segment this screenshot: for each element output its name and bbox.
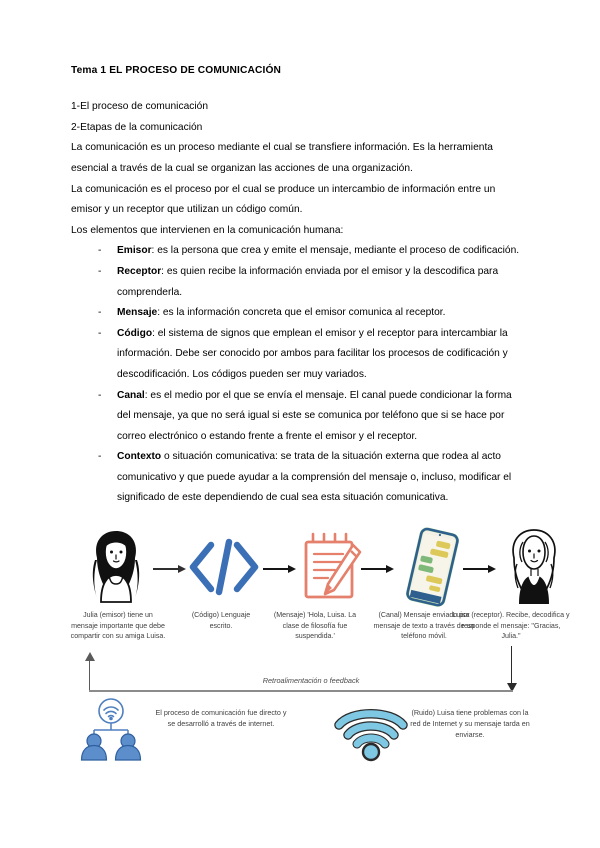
diagram-footnotes-row — [71, 698, 531, 768]
feedback-label: Retroalimentación o feedback — [262, 676, 360, 685]
element-term: Canal — [117, 389, 145, 401]
arrow-canal-to-receptor — [463, 564, 497, 574]
caption-receptor: Luisa (receptor). Recibe, decodifica y responde el mensaje: "Gracias, Julia." — [452, 611, 570, 641]
element-term: Contexto — [117, 451, 162, 463]
diagram-node-canal — [393, 528, 471, 606]
page-title: Tema 1 EL PROCESO DE COMUNICACIÓN — [71, 65, 282, 76]
network-users-icon — [79, 698, 143, 760]
diagram-node-codigo — [185, 528, 263, 606]
arrow-emisor-to-codigo — [153, 564, 187, 574]
element-definition: es la información concreta que el emisor comunica al receptor. — [162, 307, 446, 319]
list-item — [71, 262, 523, 303]
intro-paragraph-1: La comunicación es un proceso mediante el cual se transfiere información. Es la herramienta esencial a través de la cual se organizan las acciones de una organización. — [71, 142, 493, 174]
bullet-marker: - — [98, 327, 102, 339]
element-definition: es el medio por el que se envía el mensaje. El canal puede condicionar la forma del mensaje, ya que no será igual si este se comunica por teléfono que si se hace por correo electrónico o estando frente a frente el emisor y el receptor. — [117, 389, 512, 442]
wifi-signal-icon — [333, 702, 409, 760]
footnote-text-noise: (Ruido) Luisa tiene problemas con la red de Internet y su mensaje tarda en enviarse. — [410, 708, 530, 739]
element-definition: o situación comunicativa: se trata de la situación externa que rodea al acto comunicativo y que puede ayudar a la comprensión del mensaje o, incluso, modificar el significado de este dependiendo de cual sea esta situación comunicativa. — [117, 451, 512, 504]
element-separator: : — [161, 265, 167, 277]
bullet-marker: - — [98, 389, 102, 401]
element-separator: : — [151, 245, 158, 257]
diagram-node-emisor — [77, 528, 155, 606]
intro-paragraph-2: La comunicación es el proceso por el cual se produce un intercambio de información entre un emisor y un receptor que utilizan un código común. — [71, 183, 496, 216]
woman-curly-hair-icon — [501, 528, 567, 606]
communication-process-diagram — [70, 528, 570, 768]
diagram-node-receptor — [495, 528, 573, 606]
bullet-marker: - — [98, 451, 102, 463]
caption-emisor: Julia (emisor) tiene un mensaje importante que debe compartir con su amiga Luisa. — [70, 611, 166, 641]
element-separator: : — [157, 307, 163, 319]
list-item — [71, 241, 523, 262]
list-item — [71, 324, 523, 386]
element-term: Mensaje — [117, 307, 158, 319]
list-item — [71, 303, 523, 324]
arrow-codigo-to-mensaje — [263, 564, 297, 574]
document-body — [71, 66, 523, 509]
feedback-arrow-up-head — [84, 652, 96, 662]
diagram-node-mensaje — [293, 528, 371, 606]
element-term: Código — [117, 327, 153, 339]
list-item — [71, 386, 523, 448]
elements-lead-in: Los elementos que intervienen en la comunicación humana: — [71, 224, 344, 236]
bullet-marker: - — [98, 307, 102, 319]
communication-elements-list — [71, 241, 523, 509]
title-spacer — [71, 76, 523, 97]
code-brackets-icon — [188, 536, 260, 598]
footnote-text-network: El proceso de comunicación fue directo y se desarrolló a través de internet. — [155, 708, 287, 728]
outline-item-2: 2-Etapas de la comunicación — [71, 121, 203, 133]
element-definition: es la persona que crea y emite el mensaje, mediante el proceso de codificación. — [157, 245, 520, 257]
element-term: Emisor — [117, 245, 152, 257]
caption-mensaje: (Mensaje) 'Hola, Luisa. La clase de filosofía fue suspendida.' — [273, 611, 357, 641]
bullet-marker: - — [98, 265, 102, 277]
caption-codigo: (Código) Lenguaje escrito. — [191, 611, 251, 630]
element-separator: : — [152, 327, 158, 339]
element-term: Receptor — [117, 265, 162, 277]
outline-item-1: 1-El proceso de comunicación — [71, 101, 209, 113]
diagram-flow-row — [71, 528, 531, 606]
caption-canal: (Canal) Mensaje enviado por mensaje de texto a través de un teléfono móvil. — [373, 611, 475, 641]
arrow-mensaje-to-canal — [361, 564, 395, 574]
woman-dark-hair-icon — [83, 528, 149, 606]
element-definition: el sistema de signos que emplean el emisor y el receptor para intercambiar la información. Debe ser conocido por ambos para facilitar los procesos de codificación y descodificación. Los códigos pueden ser muy variados. — [117, 327, 508, 380]
footnote-icon-wifi — [333, 702, 409, 760]
smartphone-chat-icon — [401, 528, 463, 606]
element-definition: es quien recibe la información enviada por el emisor y la descodifica para comprenderla. — [117, 265, 499, 298]
bullet-marker: - — [98, 245, 102, 257]
feedback-divider — [89, 690, 513, 692]
notepad-pencil-icon — [301, 532, 363, 602]
list-item — [71, 447, 523, 509]
element-separator: : — [144, 389, 151, 401]
footnote-icon-network — [79, 698, 143, 760]
